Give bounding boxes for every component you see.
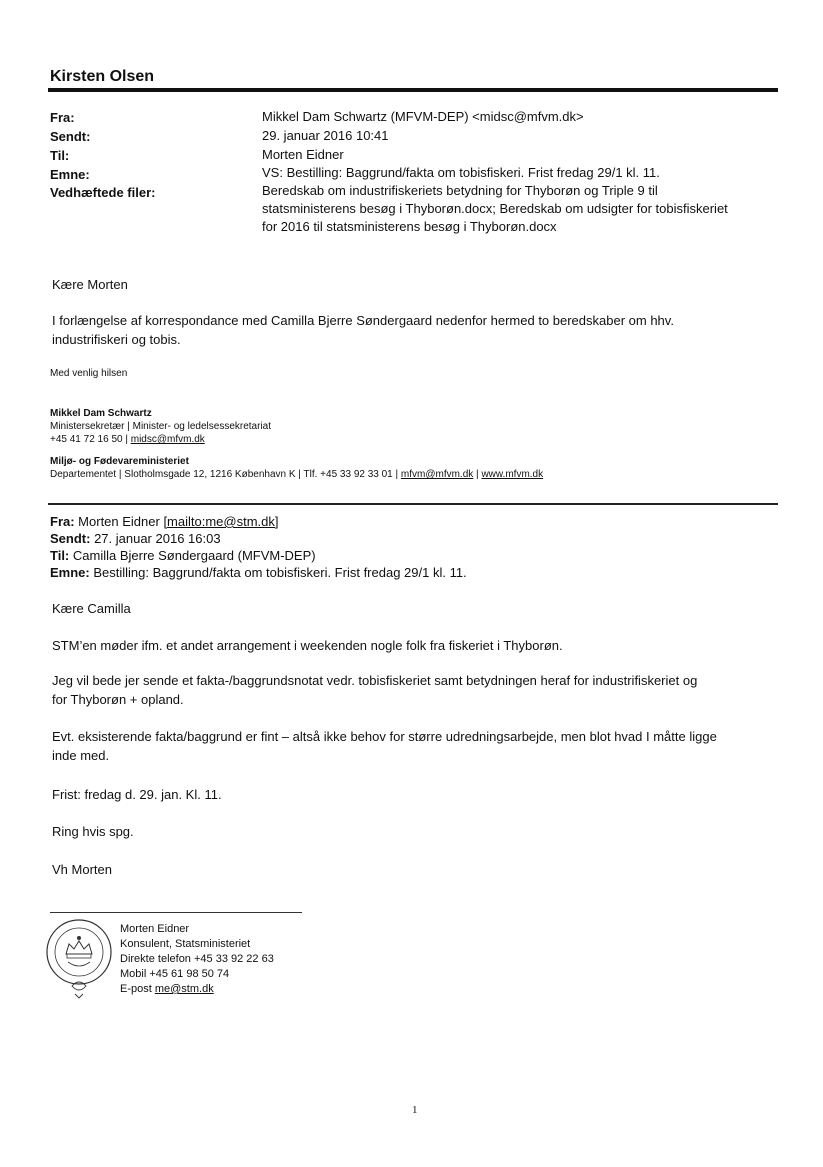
page-number: 1	[412, 1104, 418, 1116]
signature2-email-link[interactable]: me@stm.dk	[154, 983, 214, 995]
greeting: Kære Morten	[52, 277, 128, 292]
fw-subject	[50, 565, 467, 581]
signature-address-text: Departementet | Slotholmsgade 12, 1216 København K | Tlf. +45 33 92 33 01 |	[50, 469, 401, 480]
separator: |	[473, 469, 482, 480]
fw-from	[50, 514, 279, 530]
fw-paragraph-line: inde med.	[52, 748, 110, 763]
signature-phone: +45 41 72 16 50 |	[50, 434, 131, 445]
fw-sent-label: Sendt:	[50, 531, 91, 546]
fw-paragraph-1: STM’en møder ifm. et andet arrangement i weekenden nogle folk fra fiskeriet i Thyborøn.	[52, 638, 563, 653]
fw-call: Ring hvis spg.	[52, 824, 134, 839]
signature2-email	[120, 982, 274, 997]
subject-label: Emne:	[50, 167, 90, 182]
signature-contact	[50, 433, 750, 446]
website-link[interactable]: www.mfvm.dk	[481, 469, 544, 480]
signature-email-link[interactable]: midsc@mfvm.dk	[130, 434, 205, 445]
to-value: Morten Eidner	[262, 147, 344, 162]
fw-paragraph-line: Jeg vil bede jer sende et fakta-/baggrundsnotat vedr. tobisfiskeriet samt betydningen heraf for industrifiskeriet og	[52, 673, 698, 688]
signature-address	[50, 468, 750, 481]
closing: Med venlig hilsen	[50, 368, 128, 379]
signature-block	[50, 407, 750, 481]
fw-sent	[50, 531, 221, 547]
attachment-line: Beredskab om industrifiskeriets betydning for Thyborøn og Triple 9 til	[262, 183, 658, 198]
fw-to	[50, 548, 316, 564]
sent-label: Sendt:	[50, 129, 91, 144]
attachments-label: Vedhæftede filer:	[50, 185, 156, 200]
fw-deadline: Frist: fredag d. 29. jan. Kl. 11.	[52, 787, 222, 802]
body-paragraph	[52, 311, 752, 349]
signature2-name: Morten Eidner	[120, 923, 190, 935]
signature2-block	[120, 922, 274, 997]
fw-signoff: Vh Morten	[52, 862, 112, 877]
forward-rule	[48, 503, 778, 505]
signature-org: Miljø- og Fødevareministeriet	[50, 456, 189, 467]
signature-rule	[50, 912, 302, 913]
fw-subject-label: Emne:	[50, 565, 90, 580]
subject-value: VS: Bestilling: Baggrund/fakta om tobisfiskeri. Frist fredag 29/1 kl. 11.	[262, 165, 660, 180]
header-rule	[48, 88, 778, 92]
fw-from-value: Morten Eidner	[74, 514, 164, 529]
attachment-line: statsministerens besøg i Thyborøn.docx; Beredskab om udsigter for tobisfiskeriet	[262, 201, 728, 216]
to-label: Til:	[50, 148, 70, 163]
signature2-direct-phone: Direkte telefon +45 33 92 22 63	[120, 953, 274, 965]
fw-paragraph-3	[52, 727, 752, 765]
fw-sent-value: 27. januar 2016 16:03	[90, 531, 221, 546]
signature2-mobile: Mobil +45 61 98 50 74	[120, 968, 230, 980]
signature-title: Ministersekretær | Minister- og ledelsessekretariat	[50, 421, 272, 432]
sent-value: 29. januar 2016 10:41	[262, 128, 389, 143]
signature2-title: Konsulent, Statsministeriet	[120, 938, 251, 950]
fw-paragraph-line: for Thyborøn + opland.	[52, 692, 184, 707]
from-value: Mikkel Dam Schwartz (MFVM-DEP) <midsc@mfvm.dk>	[262, 109, 584, 124]
signature-name: Mikkel Dam Schwartz	[50, 408, 152, 419]
from-label: Fra:	[50, 110, 75, 125]
body-line: I forlængelse af korrespondance med Camilla Bjerre Søndergaard nedenfor hermed to beredskaber om hhv.	[52, 313, 674, 328]
fw-paragraph-line: Evt. eksisterende fakta/baggrund er fint – altså ikke behov for større udredningsarbejde, men blot hvad I måtte ligge	[52, 729, 717, 744]
signature2-email-label: E-post	[120, 983, 155, 995]
org-email-link[interactable]: mfvm@mfvm.dk	[400, 469, 474, 480]
fw-greeting: Kære Camilla	[52, 601, 131, 616]
fw-to-label: Til:	[50, 548, 70, 563]
owner-name: Kirsten Olsen	[50, 68, 155, 85]
attachments-value	[262, 182, 762, 236]
fw-to-value: Camilla Bjerre Søndergaard (MFVM-DEP)	[69, 548, 316, 563]
statsministeriet-seal-icon	[42, 914, 116, 1000]
fw-subject-value: Bestilling: Baggrund/fakta om tobisfiskeri. Frist fredag 29/1 kl. 11.	[89, 565, 467, 580]
attachment-line: for 2016 til statsministerens besøg i Thyborøn.docx	[262, 219, 557, 234]
fw-paragraph-2	[52, 671, 752, 709]
fw-from-label: Fra:	[50, 514, 75, 529]
body-line: industrifiskeri og tobis.	[52, 332, 181, 347]
fw-mailto-link[interactable]: [mailto:me@stm.dk]	[163, 514, 279, 529]
